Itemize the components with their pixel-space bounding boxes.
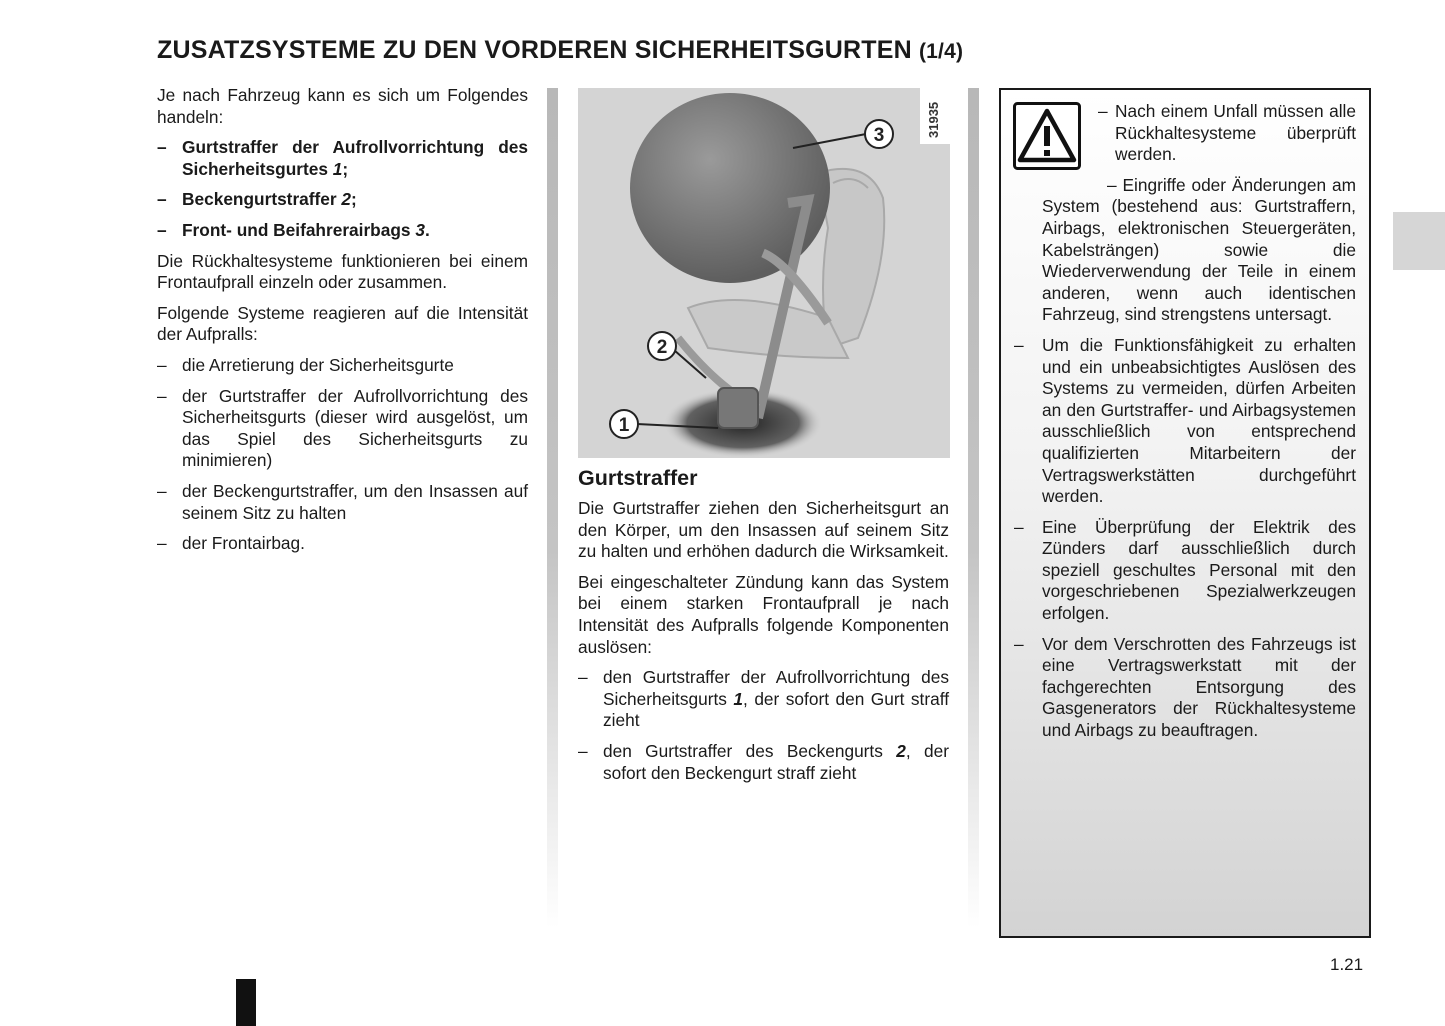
page-marker: [236, 979, 256, 1026]
middle-column: [578, 498, 949, 793]
column-divider: [547, 88, 558, 928]
figure-code-tab: [920, 88, 950, 144]
list-item: – Front- und Beifahrerairbags 3.: [157, 219, 430, 240]
list-item: – Vor dem Verschrotten des Fahrzeugs ist eine Vertragswerkstatt mit der fachgerechten Entsorgung des Gasgenerators der Rückhaltesysteme und Airbags zu beauftragen.: [1014, 633, 1356, 741]
warning-second-item: – Eingriffe oder Änderungen am System (bestehend aus: Gurtstraffern, Airbags, elektronischen Steuergeräten, Kabelsträngen) sowie die Wiederverwendung der Teile in einem anderen, wenn auch identischen Fahrzeug, sind strengstens untersagt.: [1042, 174, 1356, 325]
seat-drawing: [578, 88, 950, 458]
section-heading: Gurtstraffer: [578, 466, 698, 490]
list-item: – der Frontairbag.: [157, 533, 305, 554]
chapter-tab: [1393, 212, 1445, 270]
list-item: – Um die Funktionsfähigkeit zu erhalten und ein unbeabsichtigtes Auslösen des Systems zu vermeiden, dürfen Arbeiten an den Gurtstraffer- und Airbagsystemen ausschließlich von entsprechend qualifizierten Mitarbeitern der Vertragswerkstätten durchgeführt werden.: [1014, 334, 1356, 507]
list-item: – Beckengurtstraffer 2;: [157, 189, 357, 210]
list-item: – den Gurtstraffer des Beckengurts 2, der sofort den Beckengurt straff zieht: [578, 740, 949, 783]
callout-2: 2: [656, 337, 668, 358]
list-item: – Gurtstraffer der Aufrollvorrichtung des Sicherheitsgurtes 1;: [157, 137, 528, 179]
paragraph: Die Gurtstraffer ziehen den Sicherheitsgurt an den Körper, um den Insassen auf seinem Sitz zu halten und erhöhen dadurch die Wirksamkeit.: [578, 498, 949, 562]
callout-3: 3: [873, 125, 885, 146]
system-list: [157, 137, 528, 241]
list-item: – der Beckengurtstraffer, um den Insassen auf seinem Sitz zu halten: [157, 480, 528, 523]
warning-list: [1014, 335, 1356, 742]
intro-text: Je nach Fahrzeug kann es sich um Folgendes handeln:: [157, 85, 528, 127]
callout-1: 1: [618, 415, 630, 436]
page-number: 1.21: [1330, 955, 1364, 974]
paragraph: Die Rückhaltesysteme funktionieren bei einem Frontaufprall einzeln oder zusammen.: [157, 250, 528, 293]
component-list: [578, 667, 949, 784]
title-part: (1/4): [918, 40, 964, 63]
warning-first-item: – Nach einem Unfall müssen alle Rückhaltesysteme überprüft werden.: [1098, 101, 1356, 165]
paragraph: Bei eingeschalteter Zündung kann das System bei einem starken Frontaufprall je nach Intensität des Aufpralls folgende Komponenten auslösen:: [578, 571, 949, 657]
reaction-list: [157, 355, 528, 555]
list-item: – Eine Überprüfung der Elektrik des Zünders darf ausschließlich durch speziell geschultes Personal mit den vorgeschriebenen Spezialwerkzeugen erfolgen.: [1014, 516, 1356, 624]
column-divider: [968, 88, 979, 928]
paragraph: Folgende Systeme reagieren auf die Intensität der Aufpralls:: [157, 302, 528, 345]
title-main: ZUSATZSYSTEME ZU DEN VORDEREN SICHERHEITSGURTEN: [157, 36, 912, 64]
warning-text: [1014, 101, 1356, 751]
figure-code: 31935: [926, 101, 941, 138]
warning-box: [999, 88, 1371, 938]
left-column: [157, 85, 528, 564]
list-item: – die Arretierung der Sicherheitsgurte: [157, 354, 454, 375]
list-item: – den Gurtstraffer der Aufrollvorrichtung des Sicherheitsgurts 1, der sofort den Gurt straff zieht: [578, 667, 950, 731]
seat-illustration: [578, 88, 950, 458]
list-item: – der Gurtstraffer der Aufrollvorrichtung des Sicherheitsgurts (dieser wird ausgelöst, um das Spiel des Sicherheitsgurts zu minimieren): [157, 385, 528, 471]
page-title: [157, 36, 963, 65]
